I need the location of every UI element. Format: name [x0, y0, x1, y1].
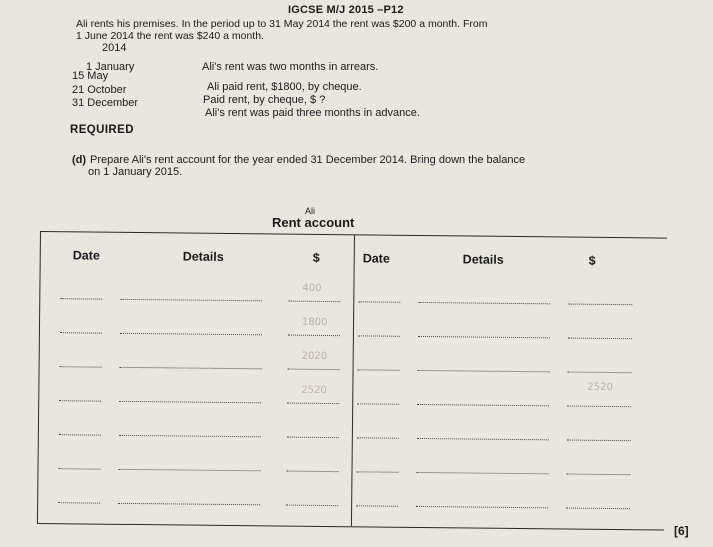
intro-line-1: Ali rents his premises. In the period up to 31 May 2014 the rent was $200 a month. From [76, 18, 488, 30]
account-holder-name: Ali [305, 206, 316, 216]
answer-line [416, 506, 548, 508]
event-date: 15 May [72, 70, 109, 82]
column-header-date-credit: Date [362, 251, 390, 266]
question-label: (d) [72, 154, 87, 166]
intro-text [76, 18, 487, 42]
column-header-amount-credit: $ [588, 253, 596, 268]
pencil-amount: 2520 [301, 384, 327, 397]
question-text-line-1: Prepare Ali's rent account for the year ended 31 December 2014. Bring down the balance [90, 154, 526, 166]
event-date: 21 October [72, 84, 127, 96]
event-description: Ali's rent was paid three months in advance. [205, 107, 420, 119]
pencil-amount: 400 [302, 282, 322, 294]
answer-line [358, 301, 400, 302]
answer-line [566, 474, 630, 476]
answer-line [568, 304, 632, 306]
event-description: Paid rent, by cheque, $ ? [203, 94, 326, 106]
answer-line [119, 401, 261, 403]
answer-line [120, 333, 262, 335]
answer-line [120, 367, 262, 369]
intro-line-2: 1 June 2014 the rent was $240 a month. [76, 30, 264, 42]
answer-line [287, 437, 339, 439]
answer-line [287, 403, 339, 405]
pencil-amount: 2520 [587, 381, 613, 394]
answer-line [119, 435, 261, 437]
marks-allocation: [6] [674, 524, 689, 538]
question-d [72, 154, 525, 178]
answer-line [566, 508, 630, 510]
answer-line [357, 437, 399, 438]
event-date: 1 January [86, 61, 135, 73]
answer-line [286, 505, 338, 507]
answer-line [288, 301, 340, 303]
answer-line [59, 468, 101, 469]
answer-line [59, 434, 101, 435]
answer-line [59, 400, 101, 401]
answer-line [60, 366, 102, 367]
answer-line [358, 335, 400, 336]
required-heading: REQUIRED [70, 124, 134, 136]
answer-line [118, 503, 260, 505]
rent-account-table [37, 231, 667, 531]
answer-line [286, 471, 338, 473]
answer-line [417, 404, 549, 406]
answer-line [418, 336, 550, 338]
account-title: Rent account [272, 215, 355, 230]
column-header-details-debit: Details [182, 249, 224, 264]
event-row [72, 97, 592, 119]
column-header-details-credit: Details [462, 252, 504, 267]
answer-line [568, 338, 632, 340]
answer-line [288, 335, 340, 337]
answer-line [119, 469, 261, 471]
table-center-divider [351, 235, 355, 526]
answer-line [288, 369, 340, 371]
answer-line [418, 370, 550, 372]
event-date: 31 December [72, 97, 139, 109]
year-label: 2014 [102, 42, 127, 54]
event-description: Ali paid rent, $1800, by cheque. [207, 81, 362, 93]
answer-line [568, 372, 632, 374]
event-description: Ali's rent was two months in arrears. [202, 61, 379, 73]
answer-line [416, 472, 548, 474]
pencil-amount: 2020 [301, 350, 328, 363]
answer-line [356, 505, 398, 506]
answer-line [357, 403, 399, 404]
column-header-date-debit: Date [72, 248, 100, 263]
answer-line [567, 406, 631, 408]
answer-line [356, 471, 398, 472]
answer-line [120, 299, 262, 301]
question-text-line-2: on 1 January 2015. [88, 166, 183, 178]
answer-line [567, 440, 631, 442]
column-header-amount-debit: $ [312, 250, 320, 265]
pencil-amount: 1800 [302, 316, 328, 329]
exam-header: IGCSE M/J 2015 –P12 [288, 4, 404, 16]
answer-line [418, 302, 550, 304]
answer-line [60, 332, 102, 333]
answer-line [58, 502, 100, 503]
answer-line [358, 369, 400, 370]
answer-line [417, 438, 549, 440]
answer-line [60, 298, 102, 299]
